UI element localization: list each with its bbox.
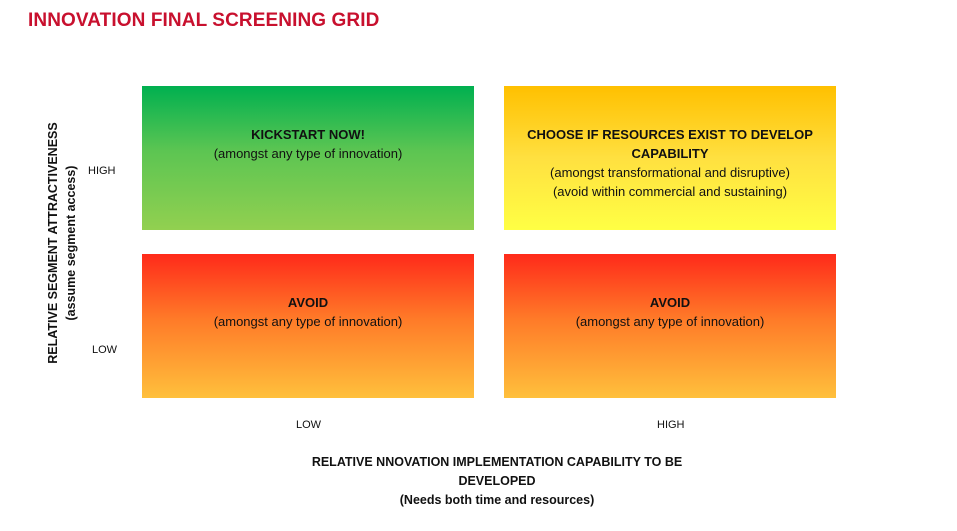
quadrant-note: (amongst transformational and disruptive): [550, 165, 790, 180]
y-axis-high-label: HIGH: [88, 165, 116, 177]
x-axis-low-label: LOW: [296, 419, 322, 431]
x-axis-sublabel: (Needs both time and resources): [399, 493, 595, 507]
quadrant-headline: AVOID: [287, 295, 329, 310]
quadrant-note: (amongst any type of innovation): [213, 146, 403, 161]
quadrant-note: (amongst any type of innovation): [213, 314, 403, 329]
quadrant-avoid-high-capability: [504, 254, 836, 398]
quadrant-choose-if-resources: [504, 86, 836, 230]
quadrant-note: (avoid within commercial and sustaining): [552, 184, 788, 199]
y-axis-low-label: LOW: [92, 344, 118, 356]
page-title: INNOVATION FINAL SCREENING GRID: [28, 10, 380, 31]
x-axis-high-label: HIGH: [657, 419, 685, 431]
quadrant-note: (amongst any type of innovation): [575, 314, 765, 329]
quadrant-avoid-low-capability: [142, 254, 474, 398]
quadrant-kickstart-now: [142, 86, 474, 230]
y-axis-sublabel: (assume segment access): [64, 165, 78, 321]
quadrant-headline: AVOID: [649, 295, 691, 310]
x-axis-title: [283, 453, 711, 510]
quadrant-headline: CHOOSE IF RESOURCES EXIST TO DEVELOP CAPABILITY: [527, 127, 813, 161]
quadrant-headline: KICKSTART NOW!: [251, 127, 365, 142]
x-axis-label: RELATIVE NNOVATION IMPLEMENTATION CAPABILITY TO BE DEVELOPED: [311, 455, 683, 488]
y-axis-label: RELATIVE SEGMENT ATTRACTIVENESS: [46, 122, 60, 364]
